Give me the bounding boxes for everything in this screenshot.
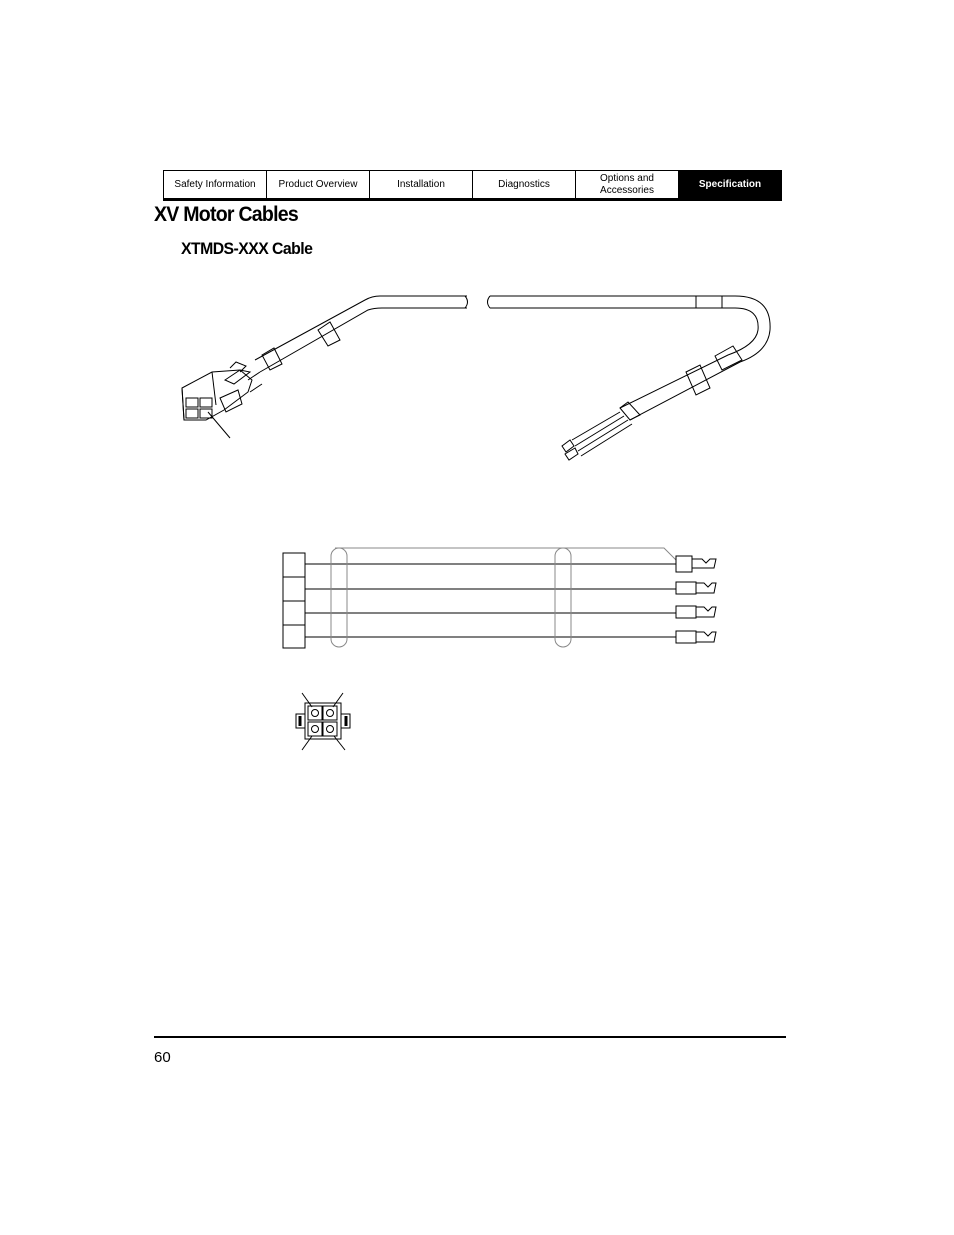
tab-options-and-accessories[interactable]: Options and Accessories bbox=[575, 171, 678, 198]
footer-divider bbox=[154, 1036, 786, 1038]
section-subtitle: XTMDS-XXX Cable bbox=[181, 239, 313, 258]
connector-face-view bbox=[288, 690, 358, 755]
tab-specification[interactable]: Specification bbox=[678, 171, 781, 198]
tab-installation[interactable]: Installation bbox=[369, 171, 472, 198]
terminal-3 bbox=[676, 606, 716, 618]
page-number: 60 bbox=[154, 1049, 171, 1066]
terminal-2 bbox=[676, 582, 716, 594]
cable-illustration bbox=[160, 280, 790, 480]
terminal-1 bbox=[676, 556, 716, 572]
section-tab-bar bbox=[163, 170, 782, 201]
tab-product-overview[interactable]: Product Overview bbox=[266, 171, 369, 198]
tab-safety-information[interactable]: Safety Information bbox=[174, 178, 256, 190]
wiring-schematic bbox=[270, 540, 730, 655]
page-title: XV Motor Cables bbox=[154, 203, 299, 226]
tab-diagnostics[interactable]: Diagnostics bbox=[472, 171, 575, 198]
terminal-4 bbox=[676, 631, 716, 643]
